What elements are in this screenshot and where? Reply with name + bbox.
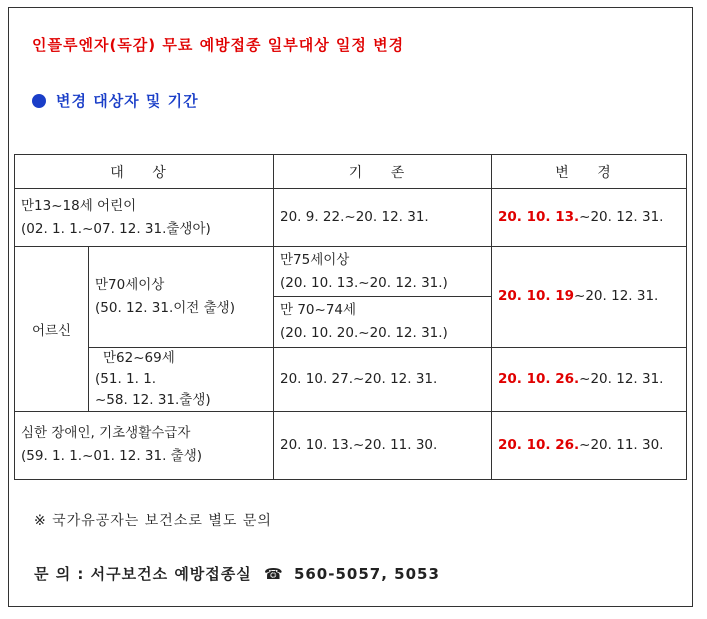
bullet-icon — [32, 94, 46, 108]
table-header-row — [15, 155, 687, 189]
existing-cell: 20. 9. 22.~20. 12. 31. — [274, 189, 492, 247]
schedule-table — [14, 154, 687, 480]
elderly-group-label: 어르신 — [15, 247, 89, 411]
table-row — [15, 411, 687, 479]
header-change: 변 경 — [492, 155, 687, 189]
change-cell: 20. 10. 26.~20. 11. 30. — [492, 411, 687, 479]
change-cell: 20. 10. 13.~20. 12. 31. — [492, 189, 687, 247]
subtitle-text: 변경 대상자 및 기간 — [56, 92, 199, 110]
header-existing: 기 존 — [274, 155, 492, 189]
target-cell: 만13~18세 어린이 (02. 1. 1.~07. 12. 31.출생아) — [15, 189, 274, 247]
header-target: 대 상 — [15, 155, 274, 189]
target-cell: 심한 장애인, 기초생활수급자 (59. 1. 1.~01. 12. 31. 출생) — [15, 411, 274, 479]
contact-numbers: 560-5057, 5053 — [293, 565, 440, 583]
existing-cell: 만 70~74세 (20. 10. 20.~20. 12. 31.) — [274, 297, 492, 347]
existing-cell: 만75세이상 (20. 10. 13.~20. 12. 31.) — [274, 247, 492, 297]
change-cell: 20. 10. 26.~20. 12. 31. — [492, 347, 687, 411]
table-row — [15, 189, 687, 247]
table-row — [15, 247, 687, 297]
phone-icon: ☎ — [264, 565, 284, 583]
contact-line — [34, 563, 440, 584]
section-subtitle — [32, 90, 199, 111]
change-cell: 20. 10. 19~20. 12. 31. — [492, 247, 687, 347]
contact-label: 문 의 : 서구보건소 예방접종실 — [34, 565, 252, 583]
existing-cell: 20. 10. 27.~20. 12. 31. — [274, 347, 492, 411]
target-cell: 만62~69세 (51. 1. 1. ~58. 12. 31.출생) — [89, 347, 274, 411]
existing-cell: 20. 10. 13.~20. 11. 30. — [274, 411, 492, 479]
page-title: 인플루엔자(독감) 무료 예방접종 일부대상 일정 변경 — [32, 36, 405, 54]
table-row — [15, 347, 687, 411]
note-text: ※ 국가유공자는 보건소로 별도 문의 — [34, 513, 272, 529]
target-cell: 만70세이상 (50. 12. 31.이전 출생) — [89, 247, 274, 347]
